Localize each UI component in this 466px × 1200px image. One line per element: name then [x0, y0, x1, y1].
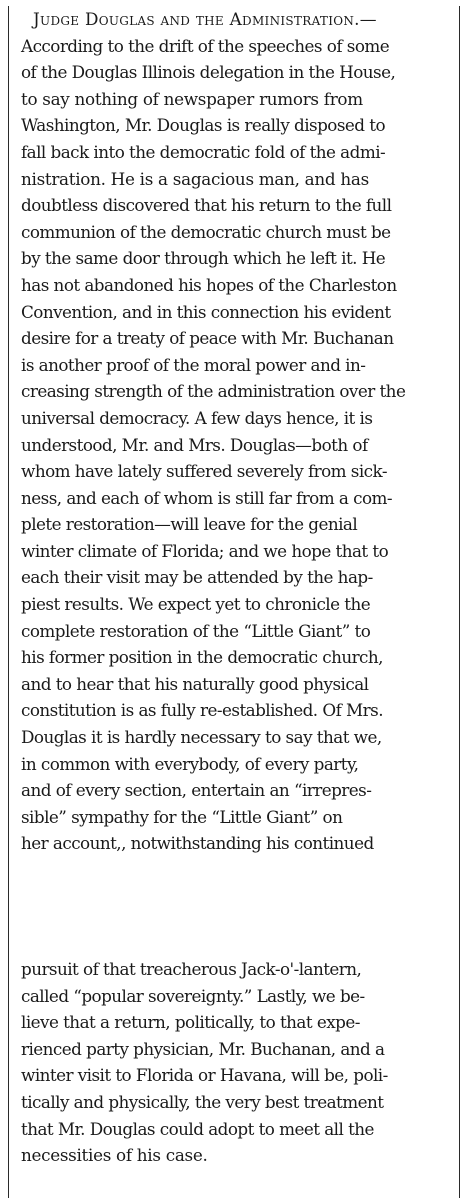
- column-upper: [8, 6, 460, 957]
- text-line: that Mr. Douglas could adopt to meet all the: [21, 1118, 374, 1139]
- text-line: is another proof of the moral power and in-: [21, 354, 366, 375]
- text-line: piest results. We expect yet to chronicle the: [21, 594, 371, 615]
- article-heading: Judge Douglas and the Administration.—: [33, 9, 377, 29]
- text-line: whom have lately suffered severely from sick-: [21, 461, 387, 482]
- text-line: each their visit may be attended by the hap-: [21, 567, 373, 588]
- text-line: pursuit of that treacherous Jack-o'-lantern,: [21, 959, 362, 979]
- text-line: her account,, notwithstanding his continued: [21, 833, 374, 854]
- text-line: complete restoration of the “Little Giant” to: [21, 620, 371, 641]
- text-line: rienced party physician, Mr. Buchanan, and a: [21, 1038, 385, 1059]
- text-line: winter visit to Florida or Havana, will be, poli-: [21, 1065, 388, 1086]
- text-line: sible” sympathy for the “Little Giant” on: [21, 806, 343, 827]
- article-body-lower: [21, 956, 451, 1169]
- text-line: According to the drift of the speeches of some: [21, 35, 390, 56]
- text-line: tically and physically, the very best treatment: [21, 1091, 384, 1112]
- text-line: has not abandoned his hopes of the Charleston: [21, 274, 397, 295]
- text-line: creasing strength of the administration over the: [21, 381, 406, 402]
- text-line: his former position in the democratic church,: [21, 647, 383, 668]
- text-line: desire for a treaty of peace with Mr. Buchanan: [21, 328, 394, 349]
- text-line: ness, and each of whom is still far from a com-: [21, 487, 393, 508]
- text-line: in common with everybody, of every party,: [21, 753, 359, 774]
- text-line: of the Douglas Illinois delegation in the House,: [21, 62, 396, 83]
- article-body-upper: [21, 6, 451, 857]
- text-line: nistration. He is a sagacious man, and has: [21, 168, 369, 189]
- text-line: called “popular sovereignty.” Lastly, we be-: [21, 985, 365, 1006]
- article-heading-line: [21, 6, 451, 33]
- text-line: lieve that a return, politically, to that expe-: [21, 1012, 360, 1033]
- text-line: to say nothing of newspaper rumors from: [21, 88, 363, 109]
- text-line: Convention, and in this connection his evident: [21, 301, 391, 322]
- text-line: constitution is as fully re-established. Of Mrs.: [21, 700, 383, 721]
- text-line: Washington, Mr. Douglas is really disposed to: [21, 115, 386, 136]
- text-line: winter climate of Florida; and we hope that to: [21, 540, 389, 561]
- text-line: fall back into the democratic fold of the admi-: [21, 141, 386, 162]
- text-line: communion of the democratic church must be: [21, 221, 391, 242]
- text-line: understood, Mr. and Mrs. Douglas—both of: [21, 434, 368, 455]
- text-line: Douglas it is hardly necessary to say that we,: [21, 727, 382, 748]
- text-line: necessities of his case.: [21, 1145, 208, 1166]
- text-line: doubtless discovered that his return to the full: [21, 195, 392, 216]
- text-line: plete restoration—will leave for the genial: [21, 514, 358, 535]
- text-line: and to hear that his naturally good physical: [21, 673, 369, 694]
- text-line: and of every section, entertain an “irrepres-: [21, 780, 372, 801]
- text-line: universal democracy. A few days hence, it is: [21, 407, 373, 428]
- text-line: by the same door through which he left it. He: [21, 248, 386, 269]
- column-lower: [8, 954, 460, 1198]
